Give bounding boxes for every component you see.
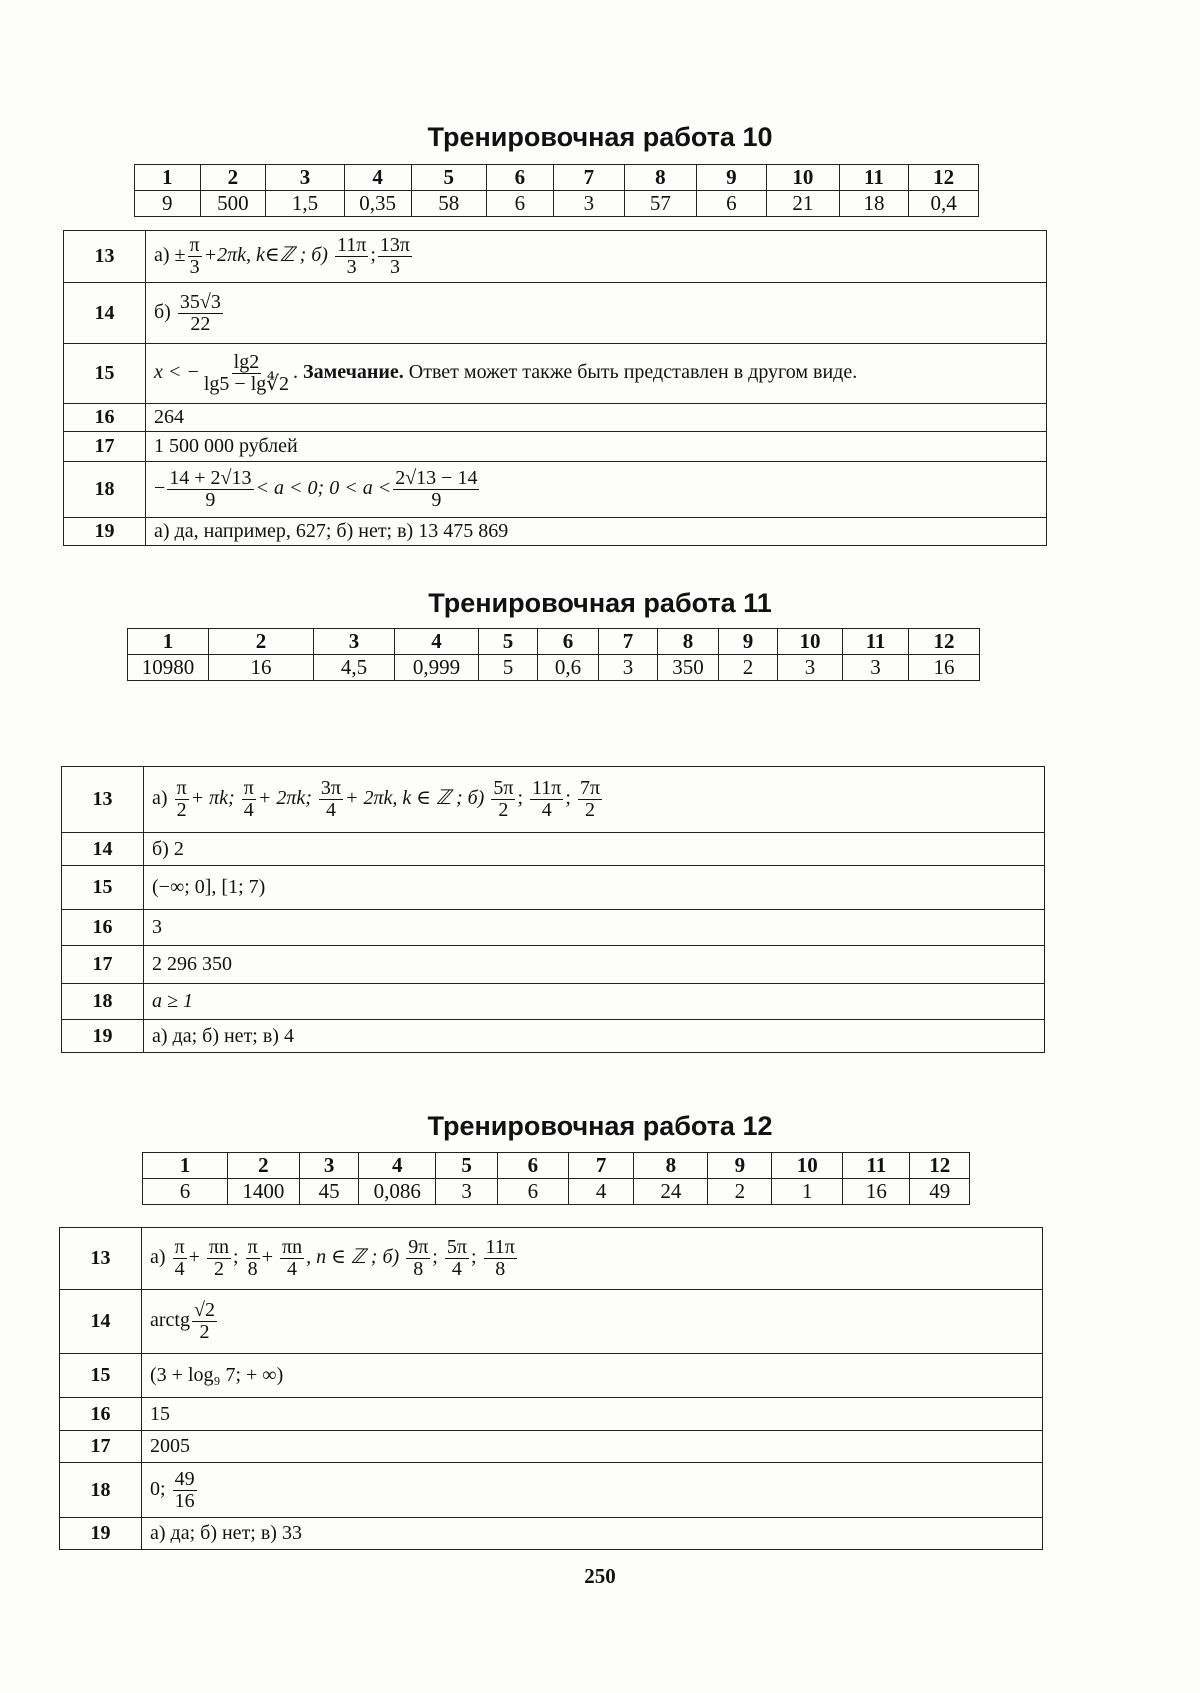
task-number: 15: [64, 344, 146, 404]
task-number: 14: [60, 1290, 142, 1354]
task-answer: arctg $\frac{√2}{2}$: [142, 1290, 1043, 1354]
short-header: 3: [314, 629, 395, 655]
short-answer-row: [143, 1179, 970, 1205]
short-answer: 6: [696, 191, 766, 217]
task-answer: б) $\frac{35√3}{22}$: [146, 283, 1047, 344]
short-answer: 16: [909, 655, 980, 681]
task-answer: а) $\frac{\pi}{2}$ + πk; $\frac{\pi}{4}$ + 2πk; $\frac{3\pi}{4}$ + 2πk, k ∈ ℤ ; б) $\frac{5\pi}{2}$ ; $\frac{11\pi}{4}$ ; $\frac{7\pi}{2}$: [144, 767, 1045, 833]
task-number: 15: [62, 866, 144, 910]
work-12-title: Тренировочная работа 12: [427, 1111, 773, 1141]
long-row: [62, 866, 1045, 910]
short-header: 9: [719, 629, 778, 655]
long-row: [62, 910, 1045, 946]
short-header: 11: [839, 165, 909, 191]
task-number: 16: [60, 1398, 142, 1431]
task-number: 18: [60, 1463, 142, 1518]
work-12-short-table: [142, 1152, 970, 1205]
short-answer: 500: [200, 191, 266, 217]
task-number: 13: [62, 767, 144, 833]
task-answer: (3 + log₉ 7; + ∞): [142, 1354, 1043, 1398]
task-number: 19: [60, 1518, 142, 1550]
short-answer: 49: [910, 1179, 970, 1205]
task-answer: 1 500 000 рублей: [146, 432, 1047, 462]
long-row: [60, 1398, 1043, 1431]
task-answer: а) ± $\frac{\pi}{3}$ +2πk, k∈ℤ ; б) $\frac{11\pi}{3}$ ; $\frac{13\pi}{3}$: [146, 231, 1047, 283]
short-header: 12: [909, 629, 980, 655]
task-answer: (−∞; 0], [1; 7): [144, 866, 1045, 910]
short-header: 6: [498, 1153, 569, 1179]
long-row: [62, 833, 1045, 866]
short-header: 7: [553, 165, 624, 191]
short-answer: 4: [568, 1179, 634, 1205]
short-answer-row: [135, 191, 979, 217]
short-answer: 58: [411, 191, 487, 217]
short-answer: 0,999: [395, 655, 479, 681]
work-12-long-table: [59, 1227, 1043, 1550]
short-header: 2: [209, 629, 314, 655]
short-answer-row: [128, 655, 980, 681]
short-answer: 1400: [228, 1179, 300, 1205]
short-header: 6: [487, 165, 554, 191]
short-header: 8: [625, 165, 697, 191]
short-header: 12: [909, 165, 979, 191]
short-answer: 57: [625, 191, 697, 217]
short-header: 10: [772, 1153, 843, 1179]
work-10-title: Тренировочная работа 10: [427, 122, 773, 152]
short-answer: 0,086: [359, 1179, 436, 1205]
task-number: 14: [64, 283, 146, 344]
short-answer: 21: [767, 191, 840, 217]
short-header: 1: [135, 165, 201, 191]
short-answer: 24: [634, 1179, 708, 1205]
short-header: 5: [479, 629, 538, 655]
short-header-row: [135, 165, 979, 191]
work-11-long-table: [61, 766, 1045, 1053]
task-answer: а) да; б) нет; в) 4: [144, 1020, 1045, 1053]
long-row: [60, 1290, 1043, 1354]
task-answer: a ≥ 1: [144, 984, 1045, 1020]
long-row: [64, 231, 1047, 283]
task-number: 17: [64, 432, 146, 462]
short-answer: 9: [135, 191, 201, 217]
task-answer: 2 296 350: [144, 946, 1045, 984]
short-header: 2: [228, 1153, 300, 1179]
short-header: 9: [696, 165, 766, 191]
task-number: 13: [64, 231, 146, 283]
long-row: [60, 1518, 1043, 1550]
short-header: 8: [658, 629, 719, 655]
short-header: 3: [266, 165, 345, 191]
task-answer: б) 2: [144, 833, 1045, 866]
long-row: [62, 1020, 1045, 1053]
short-answer: 3: [778, 655, 843, 681]
task-number: 18: [64, 462, 146, 518]
task-number: 16: [64, 404, 146, 432]
task-answer: 3: [144, 910, 1045, 946]
task-answer: а) да, например, 627; б) нет; в) 13 475 869: [146, 518, 1047, 546]
long-row: [60, 1354, 1043, 1398]
short-header: 8: [634, 1153, 708, 1179]
short-answer: 6: [487, 191, 554, 217]
short-header: 6: [538, 629, 599, 655]
long-row: [64, 283, 1047, 344]
short-header: 4: [344, 165, 411, 191]
short-answer: 3: [553, 191, 624, 217]
long-row: [62, 984, 1045, 1020]
short-header: 11: [843, 1153, 910, 1179]
work-10-short-table: [134, 164, 979, 217]
short-answer: 16: [209, 655, 314, 681]
page-number: 250: [584, 1564, 616, 1588]
short-answer: 45: [299, 1179, 358, 1205]
short-header: 2: [200, 165, 266, 191]
short-answer: 3: [843, 655, 909, 681]
task-answer: 264: [146, 404, 1047, 432]
task-answer: 2005: [142, 1431, 1043, 1463]
short-answer: 4,5: [314, 655, 395, 681]
long-row: [64, 462, 1047, 518]
long-row: [60, 1228, 1043, 1290]
long-row: [64, 404, 1047, 432]
short-answer: 16: [843, 1179, 910, 1205]
short-header: 1: [128, 629, 209, 655]
short-answer: 2: [708, 1179, 772, 1205]
short-header: 5: [411, 165, 487, 191]
short-answer: 3: [599, 655, 658, 681]
short-answer: 10980: [128, 655, 209, 681]
long-row: [62, 767, 1045, 833]
task-number: 15: [60, 1354, 142, 1398]
short-header-row: [143, 1153, 970, 1179]
long-row: [64, 344, 1047, 404]
long-row: [60, 1463, 1043, 1518]
task-number: 17: [62, 946, 144, 984]
task-number: 14: [62, 833, 144, 866]
short-answer: 0,6: [538, 655, 599, 681]
task-number: 19: [62, 1020, 144, 1053]
task-number: 13: [60, 1228, 142, 1290]
short-answer: 350: [658, 655, 719, 681]
short-header: 4: [395, 629, 479, 655]
short-header-row: [128, 629, 980, 655]
short-answer: 0,4: [909, 191, 979, 217]
short-answer: 6: [143, 1179, 228, 1205]
task-number: 16: [62, 910, 144, 946]
short-header: 10: [767, 165, 840, 191]
short-header: 4: [359, 1153, 436, 1179]
task-answer: 15: [142, 1398, 1043, 1431]
short-answer: 3: [436, 1179, 498, 1205]
short-answer: 1: [772, 1179, 843, 1205]
task-answer: а) $\frac{\pi}{4}$ + $\frac{\pi n}{2}$ ; $\frac{\pi}{8}$ + $\frac{\pi n}{4}$ , n ∈ ℤ ; б) $\frac{9\pi}{8}$ ; $\frac{5\pi}{4}$ ; $\frac{11\pi}{8}$: [142, 1228, 1043, 1290]
short-answer: 2: [719, 655, 778, 681]
long-row: [64, 518, 1047, 546]
task-number: 18: [62, 984, 144, 1020]
short-header: 10: [778, 629, 843, 655]
short-answer: 0,35: [344, 191, 411, 217]
task-answer: а) да; б) нет; в) 33: [142, 1518, 1043, 1550]
long-row: [62, 946, 1045, 984]
task-answer: 0; $\frac{49}{16}$: [142, 1463, 1043, 1518]
work-11-title: Тренировочная работа 11: [428, 588, 772, 618]
work-10-long-table: [63, 230, 1047, 546]
short-answer: 1,5: [266, 191, 345, 217]
task-answer: − $\frac{14 + 2√13}{9}$ < a < 0; 0 < a < $\frac{2√13 - 14}{9}$: [146, 462, 1047, 518]
task-number: 19: [64, 518, 146, 546]
short-answer: 5: [479, 655, 538, 681]
long-row: [60, 1431, 1043, 1463]
short-header: 1: [143, 1153, 228, 1179]
short-header: 3: [299, 1153, 358, 1179]
short-header: 12: [910, 1153, 970, 1179]
task-number: 17: [60, 1431, 142, 1463]
short-header: 11: [843, 629, 909, 655]
short-answer: 18: [839, 191, 909, 217]
task-answer: x < − $\frac{\lg 2}{\lg 5 - \lg∜2}$ . Замечание. Ответ может также быть представлен в другом виде.: [146, 344, 1047, 404]
work-11-short-table: [127, 628, 980, 681]
short-header: 7: [599, 629, 658, 655]
short-header: 5: [436, 1153, 498, 1179]
short-answer: 6: [498, 1179, 569, 1205]
short-header: 7: [568, 1153, 634, 1179]
long-row: [64, 432, 1047, 462]
short-header: 9: [708, 1153, 772, 1179]
